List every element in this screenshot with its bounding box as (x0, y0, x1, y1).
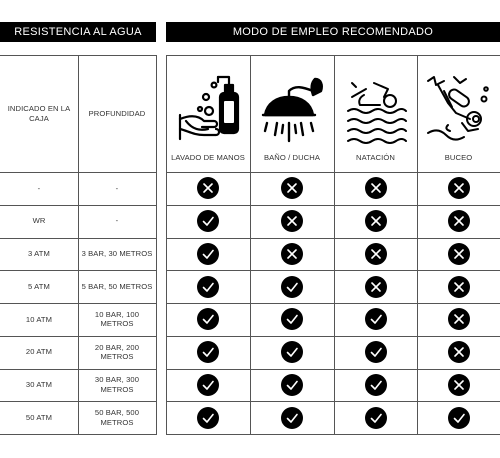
x-circle-icon (365, 177, 387, 199)
cell-depth: 50 BAR, 500 METROS (94, 408, 140, 427)
mark-cell (188, 205, 228, 238)
check-circle-icon (365, 341, 387, 363)
mark-cell (188, 336, 228, 369)
mark-cell (272, 270, 312, 303)
x-circle-icon (448, 276, 470, 298)
cell-depth: 20 BAR, 200 METROS (94, 342, 140, 362)
mark-cell (439, 172, 479, 205)
swimming-icon (344, 75, 408, 145)
check-circle-icon (365, 374, 387, 396)
shower-icon (259, 75, 327, 147)
water-resistance-header: RESISTENCIA AL AGUA (0, 22, 156, 42)
mark-cell (272, 205, 312, 238)
cell-depth: - (115, 216, 119, 226)
cell-indicated: 30 ATM (25, 380, 53, 390)
mark-cell (439, 401, 479, 434)
mark-cell (356, 303, 396, 336)
mark-cell (439, 205, 479, 238)
check-circle-icon (281, 407, 303, 429)
check-circle-icon (197, 407, 219, 429)
x-circle-icon (365, 210, 387, 232)
x-circle-icon (448, 177, 470, 199)
x-circle-icon (448, 308, 470, 330)
mark-cell (272, 303, 312, 336)
recommended-usage-header: MODO DE EMPLEO RECOMENDADO (166, 22, 500, 42)
mark-cell (439, 270, 479, 303)
x-circle-icon (365, 243, 387, 265)
check-circle-icon (281, 308, 303, 330)
cell-depth: 5 BAR, 50 METROS (81, 281, 153, 291)
check-circle-icon (281, 374, 303, 396)
mark-cell (356, 172, 396, 205)
check-circle-icon (281, 276, 303, 298)
x-circle-icon (281, 243, 303, 265)
mark-cell (439, 369, 479, 402)
column-header-indicated: INDICADO EN LA CAJA (7, 104, 71, 123)
mark-cell (188, 369, 228, 402)
check-circle-icon (365, 308, 387, 330)
check-circle-icon (448, 407, 470, 429)
cell-indicated: 50 ATM (25, 412, 53, 422)
mark-cell (272, 401, 312, 434)
mark-cell (272, 369, 312, 402)
check-circle-icon (197, 276, 219, 298)
cell-depth: 30 BAR, 300 METROS (94, 375, 140, 394)
hand-washing-icon (176, 71, 242, 145)
cell-indicated: WR (32, 216, 46, 226)
check-circle-icon (197, 374, 219, 396)
mark-cell (356, 270, 396, 303)
cell-depth: - (115, 183, 119, 193)
mark-cell (439, 336, 479, 369)
mark-cell (439, 238, 479, 271)
mark-cell (356, 205, 396, 238)
x-circle-icon (448, 341, 470, 363)
check-circle-icon (197, 243, 219, 265)
x-circle-icon (281, 210, 303, 232)
mark-cell (272, 238, 312, 271)
check-circle-icon (281, 341, 303, 363)
activity-label-diving: BUCEO (444, 153, 473, 162)
activity-label-hand-washing: LAVADO DE MANOS (171, 153, 245, 162)
cell-indicated: 5 ATM (28, 281, 50, 291)
mark-cell (188, 401, 228, 434)
mark-cell (356, 336, 396, 369)
mark-cell (439, 303, 479, 336)
mark-cell (188, 238, 228, 271)
check-circle-icon (197, 341, 219, 363)
cell-indicated: - (37, 183, 41, 193)
check-circle-icon (197, 210, 219, 232)
row-divider (166, 434, 500, 435)
cell-indicated: 20 ATM (25, 347, 53, 357)
mark-cell (188, 303, 228, 336)
cell-indicated: 3 ATM (28, 249, 50, 259)
x-circle-icon (448, 374, 470, 396)
check-circle-icon (197, 308, 219, 330)
mark-cell (272, 336, 312, 369)
check-circle-icon (365, 407, 387, 429)
mark-cell (188, 172, 228, 205)
column-header-depth: PROFUNDIDAD (88, 108, 146, 118)
usage-table (166, 55, 500, 434)
mark-cell (356, 238, 396, 271)
x-circle-icon (197, 177, 219, 199)
mark-cell (188, 270, 228, 303)
activity-label-shower: BAÑO / DUCHA (263, 153, 321, 162)
mark-cell (272, 172, 312, 205)
x-circle-icon (448, 210, 470, 232)
activity-label-swimming: NATACIÓN (356, 153, 395, 162)
row-divider (0, 434, 157, 435)
mark-cell (356, 401, 396, 434)
x-circle-icon (365, 276, 387, 298)
cell-depth: 10 BAR, 100 METROS (94, 309, 140, 329)
diving-icon (424, 73, 492, 143)
cell-depth: 3 BAR, 30 METROS (81, 249, 153, 259)
cell-indicated: 10 ATM (25, 314, 53, 324)
resistance-table (0, 55, 157, 434)
x-circle-icon (448, 243, 470, 265)
x-circle-icon (281, 177, 303, 199)
mark-cell (356, 369, 396, 402)
